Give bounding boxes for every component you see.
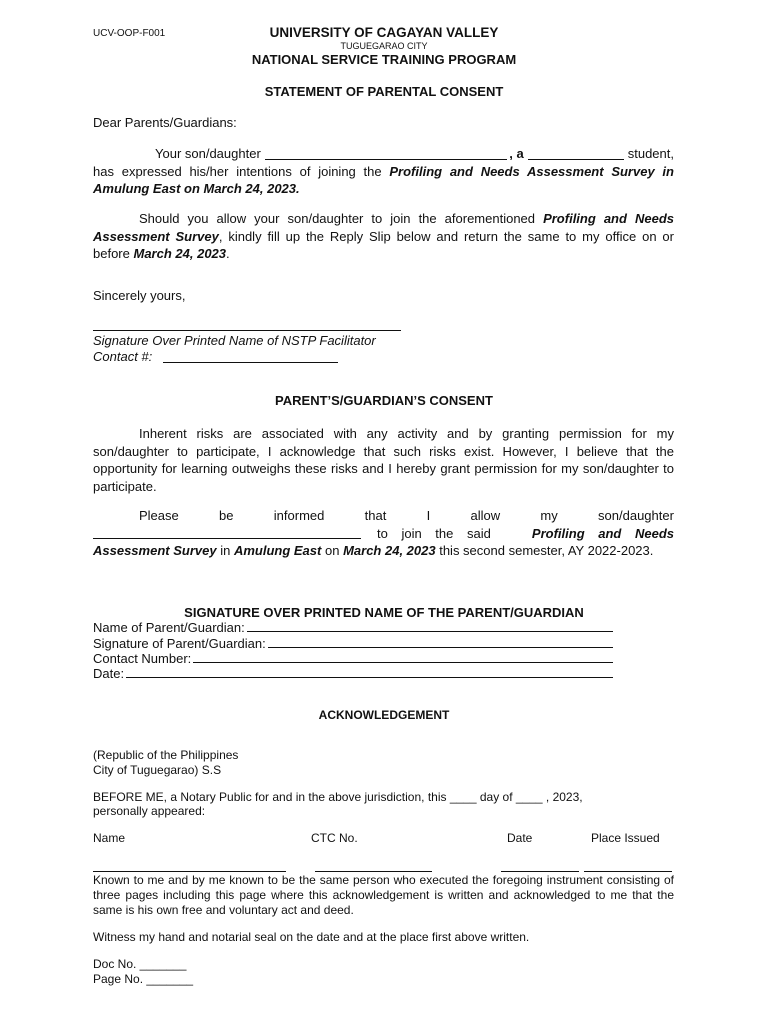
p2-join-said: to join the said — [377, 525, 491, 541]
p2-in: in — [220, 543, 231, 558]
p2-semester: this second semester, AY 2022-2023. — [439, 543, 654, 558]
contact-label: Contact #: — [93, 349, 153, 364]
p2-activity-a: Profiling and Needs — [531, 525, 674, 541]
son-daughter-name-blank[interactable] — [93, 538, 361, 539]
p2-period: . — [226, 246, 230, 261]
p2-on: on — [324, 543, 340, 558]
p2-deadline: March 24, 2023 — [133, 246, 227, 261]
field-line[interactable] — [193, 662, 613, 663]
column-ctc: CTC No. — [311, 831, 358, 845]
letter-paragraph-1 — [93, 145, 674, 198]
contact-line[interactable] — [163, 362, 338, 363]
closing: Sincerely yours, — [93, 288, 186, 303]
p2-word: Please — [139, 508, 179, 523]
p1-expressed: has expressed his/her intentions of joining the — [93, 163, 382, 179]
column-date: Date — [507, 831, 533, 845]
doc-no: Doc No. _______ — [93, 957, 187, 971]
letter-paragraph-2 — [93, 210, 674, 263]
p1-activity: Profiling and Needs Assessment Survey in Amulung East on March 24, 2023. — [93, 163, 674, 196]
appeared-line: personally appeared: — [93, 804, 206, 818]
known-paragraph: Known to me and by me known to be the same person who executed the foregoing instrument consisting of three pages including this page where this acknowledgement is written and acknowledged to me that the same is his own free and voluntary act and deed. — [93, 873, 674, 917]
date-line[interactable] — [501, 871, 579, 872]
page-no: Page No. _______ — [93, 972, 194, 986]
consent-paragraph-2 — [93, 507, 674, 560]
witness-line: Witness my hand and notarial seal on the date and at the place first above written. — [93, 930, 530, 944]
p2-kindly: , kindly fill up the Reply Slip below and return the same to my office on or before — [93, 228, 674, 261]
name-line[interactable] — [93, 871, 286, 872]
p1-student: student, — [627, 146, 674, 161]
consent-p2-first-line — [93, 507, 674, 525]
field-line[interactable] — [247, 631, 613, 632]
acknowledgement-title: ACKNOWLEDGEMENT — [318, 708, 450, 722]
university-city: TUGUEGARAO CITY — [340, 41, 428, 51]
form-code: UCV-OOP-F001 — [93, 28, 166, 39]
letter-title: STATEMENT OF PARENTAL CONSENT — [264, 84, 504, 99]
p2-word: my — [540, 508, 558, 523]
facilitator-signature-line[interactable] — [93, 330, 401, 331]
p1-comma-a: , a — [509, 146, 524, 161]
salutation: Dear Parents/Guardians: — [93, 115, 237, 130]
field-label: Date: — [93, 666, 125, 681]
student-type-blank[interactable] — [528, 145, 624, 160]
program-name: NATIONAL SERVICE TRAINING PROGRAM — [251, 52, 517, 67]
column-place: Place Issued — [591, 831, 660, 845]
field-date — [93, 666, 613, 681]
field-line[interactable] — [126, 677, 613, 678]
facilitator-signature-caption: Signature Over Printed Name of NSTP Facilitator — [93, 333, 376, 348]
p2-place: Amulung East — [233, 543, 322, 558]
p2-word: allow — [470, 508, 501, 523]
p2-word: informed — [273, 508, 325, 523]
city-line: City of Tuguegarao) S.S — [93, 763, 222, 777]
consent-paragraph-1: Inherent risks are associated with any activity and by granting permission for my son/daughter to participate, I acknowledge that such risks exist. However, I believe that the opportunity for learning outweighs these risks and I hereby grant permission for my son/daughter to participate. — [93, 426, 674, 494]
field-label: Name of Parent/Guardian: — [93, 620, 245, 635]
p2-word: that — [364, 508, 387, 523]
p2-word: I — [426, 508, 431, 523]
p2-activity-b: Assessment Survey — [93, 543, 217, 558]
p2-word: be — [219, 508, 234, 523]
before-me-line: BEFORE ME, a Notary Public for and in the above jurisdiction, this ____ day of ____ , 2023, — [93, 790, 583, 804]
university-name: UNIVERSITY OF CAGAYAN VALLEY — [269, 25, 499, 40]
field-parent-name — [93, 620, 613, 635]
p1-your-son: Your son/daughter — [155, 146, 261, 161]
column-name: Name — [93, 831, 126, 845]
place-line[interactable] — [584, 871, 672, 872]
field-label: Signature of Parent/Guardian: — [93, 636, 266, 651]
p2-activity: Profiling and Needs Assessment Survey — [93, 211, 674, 244]
field-parent-signature — [93, 636, 613, 651]
p2-date: March 24, 2023 — [343, 543, 436, 558]
field-line[interactable] — [268, 647, 613, 648]
p2-should: Should you allow your son/daughter to join the aforementioned — [139, 211, 536, 226]
field-label: Contact Number: — [93, 651, 192, 666]
field-contact-number — [93, 651, 613, 666]
ctc-line[interactable] — [315, 871, 432, 872]
p2-word: son/daughter — [598, 508, 674, 523]
republic-line: (Republic of the Philippines — [93, 748, 239, 762]
student-name-blank[interactable] — [265, 145, 507, 160]
consent-title: PARENT’S/GUARDIAN’S CONSENT — [275, 393, 493, 408]
signature-section-title: SIGNATURE OVER PRINTED NAME OF THE PARENT/GUARDIAN — [184, 605, 584, 620]
